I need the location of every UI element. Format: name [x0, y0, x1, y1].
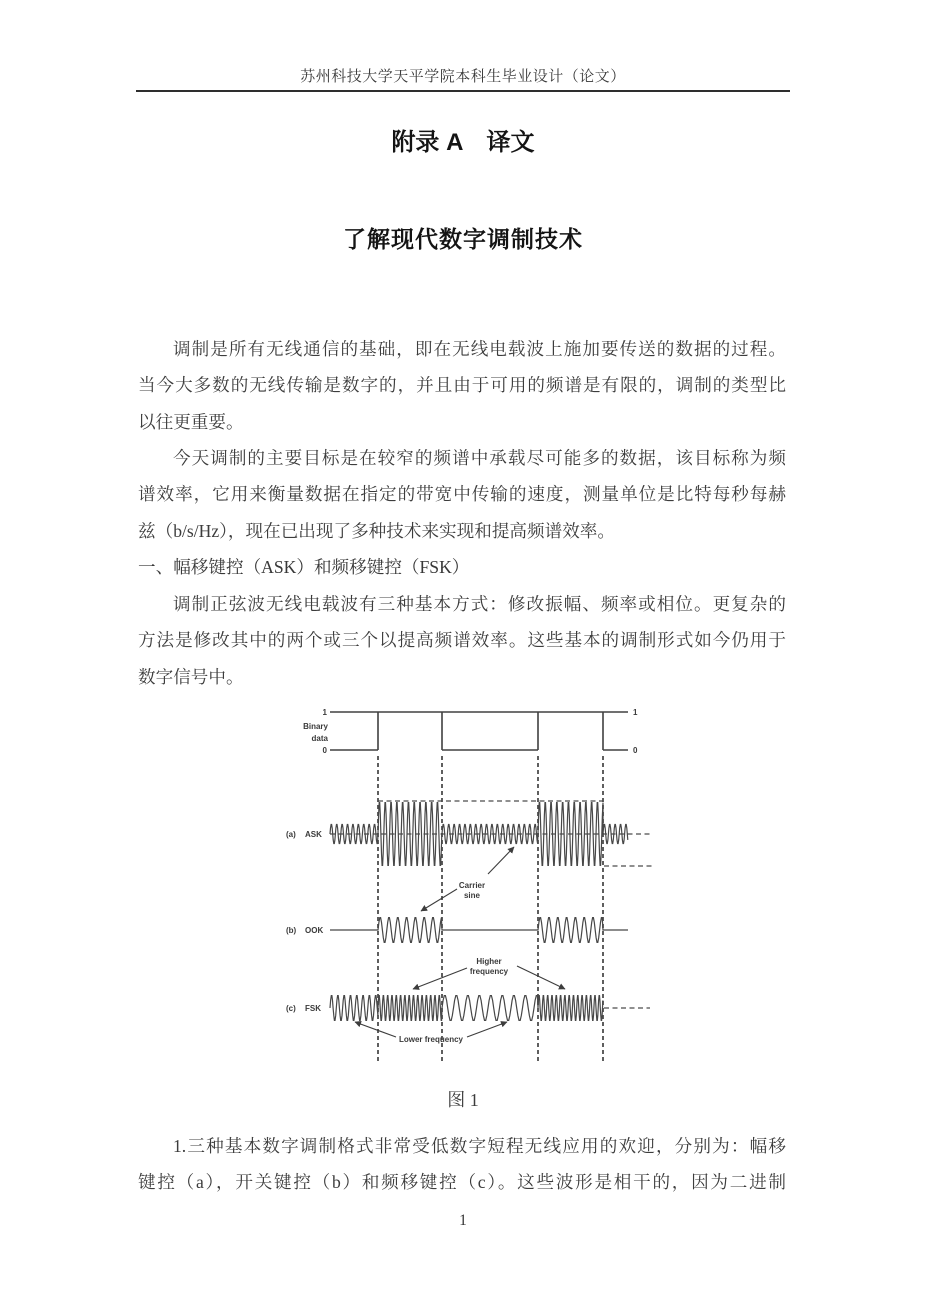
text-line: 当今大多数的无线传输是数字的，并且由于可用的频谱是有限的，调制的类型比 — [138, 375, 786, 396]
page-number: 1 — [459, 1212, 467, 1229]
lower-frequency-label: Lower frequency — [398, 1035, 464, 1044]
carrier-sine-label-line2: sine — [463, 891, 481, 900]
ask-row-prefix: (a) — [286, 830, 296, 839]
paragraph-2 — [138, 440, 786, 549]
text-line: 兹（b/s/Hz），现在已出现了多种技术来实现和提高频谱效率。 — [138, 520, 615, 541]
ook-waveform — [330, 918, 628, 943]
text-line: 方法是修改其中的两个或三个以提高频谱效率。这些基本的调制形式如今仍用于 — [138, 630, 786, 651]
ask-row-label: ASK — [305, 830, 322, 839]
binary-zero-left-label: 0 — [322, 746, 327, 755]
text-line: 键控（a），开关键控（b）和频移键控（c）。这些波形是相干的，因为二进制 — [138, 1172, 786, 1193]
binary-one-left-label: 1 — [322, 708, 327, 717]
fsk-row-prefix: (c) — [286, 1004, 296, 1013]
text-line: 数字信号中。 — [138, 666, 244, 687]
higher-frequency-label-line1: Higher — [476, 957, 502, 966]
paragraph-1 — [138, 331, 786, 440]
fsk-waveform — [330, 996, 603, 1021]
article-title: 了解现代数字调制技术 — [343, 226, 583, 252]
text-line: 谱效率，它用来衡量数据在指定的带宽中传输的速度，测量单位是比特每秒每赫 — [138, 484, 786, 505]
binary-data-label-line2: data — [311, 734, 328, 743]
annotation-arrow — [355, 1022, 396, 1037]
fsk-row-label: FSK — [305, 1004, 321, 1013]
figure-caption: 图 1 — [447, 1090, 479, 1110]
higher-frequency-label-line2: frequency — [469, 967, 509, 976]
ook-row-prefix: (b) — [286, 926, 297, 935]
text-line: 以往更重要。 — [138, 411, 244, 432]
text-line: 调制正弦波无线电载波有三种基本方式：修改振幅、频率或相位。更复杂的 — [173, 594, 786, 614]
annotation-arrow — [413, 968, 467, 989]
header-rule — [136, 90, 790, 92]
annotation-arrow — [421, 889, 457, 911]
annotation-arrow — [467, 1022, 507, 1037]
binary-data-label-line1: Binary — [303, 722, 328, 731]
annotation-arrow — [488, 847, 514, 874]
text-line: 今天调制的主要目标是在较窄的频谱中承载尽可能多的数据，该目标称为频 — [173, 448, 786, 468]
page-header: 苏州科技大学天平学院本科生毕业设计（论文） — [300, 69, 626, 85]
section-heading-ask-fsk: 一、幅移键控（ASK）和频移键控（FSK） — [138, 557, 470, 577]
binary-zero-right-label: 0 — [633, 746, 638, 755]
text-line: 调制是所有无线通信的基础，即在无线电载波上施加要传送的数据的过程。 — [173, 339, 786, 359]
binary-one-right-label: 1 — [633, 708, 638, 717]
binary-data-waveform — [330, 712, 628, 750]
paragraph-4 — [138, 1128, 786, 1201]
text-line: 1.三种基本数字调制格式非常受低数字短程无线应用的欢迎，分别为：幅移 — [173, 1136, 786, 1156]
annotation-arrow — [517, 966, 565, 989]
figure-modulation-waveforms — [280, 698, 665, 1070]
ook-row-label: OOK — [305, 926, 324, 935]
paragraph-3 — [138, 586, 786, 695]
carrier-sine-label-line1: Carrier — [458, 881, 486, 890]
appendix-title: 附录 A 译文 — [391, 129, 535, 156]
